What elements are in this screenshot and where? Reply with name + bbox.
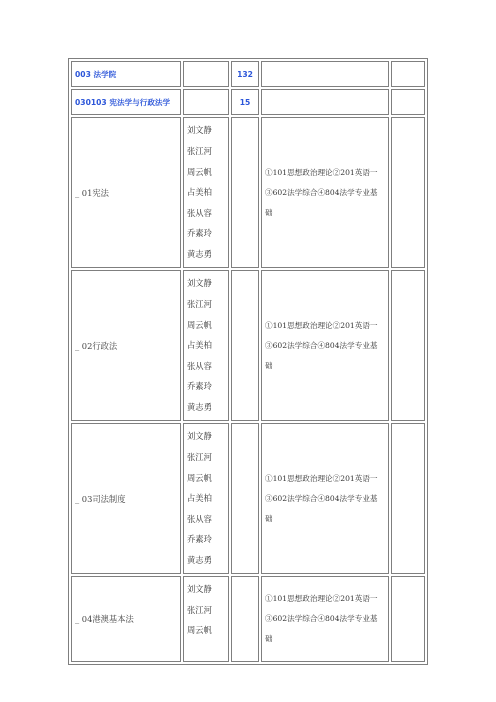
direction-name: _ 01宪法 xyxy=(71,117,181,268)
exam-subject-line: ①101思想政治理论②201英语一 xyxy=(265,473,378,483)
catalog-sheet xyxy=(68,58,427,643)
supervisor-list xyxy=(183,270,229,421)
exam-subject-line: ③602法学综合④804法学专业基 xyxy=(265,340,378,350)
exam-subject-line: 础 xyxy=(265,513,273,523)
supervisor-name: 张从容 xyxy=(187,513,212,524)
supervisor-name: 占美柏 xyxy=(187,340,212,351)
supervisor-list xyxy=(183,117,229,268)
supervisor-name: 张江河 xyxy=(187,604,212,615)
supervisor-name: 周云帆 xyxy=(187,472,212,483)
supervisor-list xyxy=(183,576,229,662)
direction-row xyxy=(71,576,425,662)
supervisor-name: 黄志勇 xyxy=(187,248,212,259)
empty-cell xyxy=(231,576,259,662)
supervisor-name: 刘文静 xyxy=(187,584,212,594)
exam-subjects xyxy=(261,423,389,574)
exam-subject-line: 础 xyxy=(265,360,273,370)
direction-row xyxy=(71,423,425,574)
empty-cell xyxy=(391,423,425,574)
empty-cell xyxy=(391,61,425,87)
school-name: 003 法学院 xyxy=(71,61,181,87)
exam-subject-line: ③602法学综合④804法学专业基 xyxy=(265,187,378,197)
empty-cell xyxy=(391,117,425,268)
supervisor-name: 张从容 xyxy=(187,207,212,218)
empty-cell xyxy=(261,89,389,115)
direction-name: _ 02行政法 xyxy=(71,270,181,421)
supervisor-list xyxy=(183,423,229,574)
supervisor-name: 周云帆 xyxy=(187,166,212,177)
exam-subjects xyxy=(261,576,389,662)
supervisor-name: 张江河 xyxy=(187,452,212,463)
direction-name: _ 03司法制度 xyxy=(71,423,181,574)
empty-cell xyxy=(183,61,229,87)
exam-subject-line: ①101思想政治理论②201英语一 xyxy=(265,320,378,330)
supervisor-name: 乔素玲 xyxy=(187,228,212,239)
supervisor-name: 周云帆 xyxy=(187,625,212,636)
exam-subject-line: 础 xyxy=(265,207,273,217)
empty-cell xyxy=(261,61,389,87)
empty-cell xyxy=(231,423,259,574)
supervisor-name: 张江河 xyxy=(187,299,212,310)
major-row xyxy=(71,89,425,115)
empty-cell xyxy=(391,576,425,662)
exam-subject-line: 础 xyxy=(265,634,273,643)
supervisor-name: 乔素玲 xyxy=(187,534,212,545)
school-quota: 132 xyxy=(231,61,259,87)
direction-row xyxy=(71,117,425,268)
supervisor-name: 黄志勇 xyxy=(187,401,212,412)
supervisor-name: 张从容 xyxy=(187,360,212,371)
direction-name: _ 04港澳基本法 xyxy=(71,576,181,662)
supervisor-name: 周云帆 xyxy=(187,319,212,330)
supervisor-name: 占美柏 xyxy=(187,187,212,198)
major-name: 030103 宪法学与行政法学 xyxy=(71,89,181,115)
exam-subject-line: ①101思想政治理论②201英语一 xyxy=(265,167,378,177)
direction-row xyxy=(71,270,425,421)
exam-subject-line: ③602法学综合④804法学专业基 xyxy=(265,614,378,623)
supervisor-name: 刘文静 xyxy=(187,278,212,289)
supervisor-name: 乔素玲 xyxy=(187,381,212,392)
empty-cell xyxy=(391,270,425,421)
supervisor-name: 刘文静 xyxy=(187,125,212,136)
supervisor-name: 张江河 xyxy=(187,146,212,157)
empty-cell xyxy=(231,270,259,421)
exam-subjects xyxy=(261,117,389,268)
supervisor-name: 黄志勇 xyxy=(187,554,212,565)
enrollment-table xyxy=(68,58,428,665)
supervisor-name: 刘文静 xyxy=(187,431,212,442)
empty-cell xyxy=(183,89,229,115)
empty-cell xyxy=(231,117,259,268)
exam-subject-line: ③602法学综合④804法学专业基 xyxy=(265,493,378,503)
exam-subject-line: ①101思想政治理论②201英语一 xyxy=(265,594,378,603)
supervisor-name: 占美柏 xyxy=(187,493,212,504)
exam-subjects xyxy=(261,270,389,421)
major-quota: 15 xyxy=(231,89,259,115)
school-row xyxy=(71,61,425,87)
empty-cell xyxy=(391,89,425,115)
